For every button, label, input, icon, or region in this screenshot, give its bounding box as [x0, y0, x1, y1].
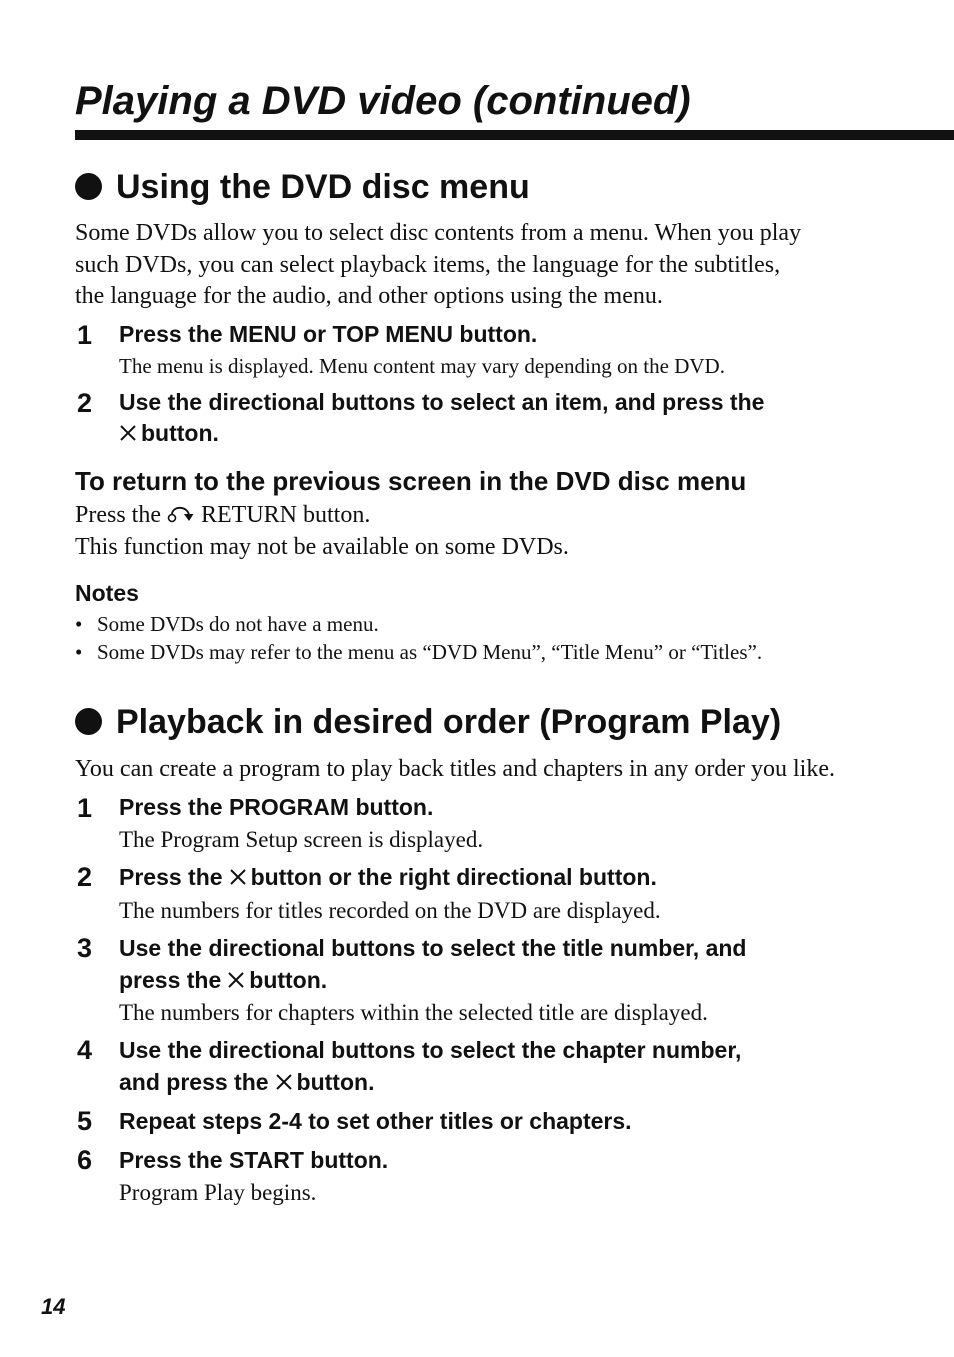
step-text: Repeat steps 2-4 to set other titles or chapters. [119, 1108, 632, 1134]
step-number: 2 [77, 862, 93, 892]
step-number: 5 [77, 1106, 93, 1136]
bullet-dot: • [75, 612, 83, 636]
disc-menu-intro [75, 218, 905, 313]
note-item [75, 610, 379, 638]
step-text-part: press the [119, 967, 222, 993]
return-line [75, 500, 905, 532]
section-heading-program-play [75, 700, 781, 744]
step-text-part: and press the [119, 1069, 269, 1095]
step-description: Program Play begins. [119, 1180, 317, 1205]
step-text [119, 862, 657, 894]
cross-button-icon [119, 424, 137, 442]
cross-button-icon [229, 868, 247, 886]
step-description: The Program Setup screen is displayed. [119, 827, 484, 852]
filled-circle-icon [75, 708, 102, 735]
filled-circle-icon [75, 173, 102, 200]
program-intro [75, 754, 945, 786]
step-text-part: button. [141, 420, 219, 446]
step-text-line2 [119, 418, 219, 450]
return-subheading: To return to the previous screen in the DVD disc menu [75, 466, 747, 496]
section-heading-text: Playback in desired order (Program Play) [116, 703, 782, 741]
cross-button-icon [275, 1073, 293, 1091]
title-rule [75, 130, 954, 140]
step-text: Use the directional buttons to select an item, and press the [119, 389, 765, 415]
section-heading-disc-menu [75, 165, 530, 209]
step-number: 1 [77, 793, 93, 823]
step-text: Press the PROGRAM button. [119, 794, 434, 820]
note-item [75, 638, 762, 666]
note-text: Some DVDs do not have a menu. [97, 612, 379, 636]
intro-line: You can create a program to play back titles and chapters in any order you like. [75, 756, 835, 782]
cross-button-icon [227, 971, 245, 989]
step-number: 6 [77, 1145, 93, 1175]
return-arrow-icon [167, 503, 197, 525]
bullet-dot: • [75, 640, 83, 664]
step-description: The numbers for titles recorded on the DVD are displayed. [119, 898, 661, 923]
step-number: 3 [77, 933, 93, 963]
step-description: The menu is displayed. Menu content may vary depending on the DVD. [119, 354, 725, 378]
step-text: Press the MENU or TOP MENU button. [119, 321, 538, 347]
intro-line: Some DVDs allow you to select disc contents from a menu. When you play [75, 220, 802, 246]
section-heading-text: Using the DVD disc menu [116, 168, 530, 206]
step-text-line2 [119, 965, 327, 997]
step-number: 4 [77, 1035, 93, 1065]
step-text-part: Press the [119, 864, 223, 890]
return-text-before: Press the [75, 502, 161, 528]
page-number: 14 [41, 1294, 66, 1319]
intro-line: such DVDs, you can select playback items, the language for the subtitles, [75, 251, 781, 278]
step-number: 1 [77, 320, 93, 350]
step-text-line2 [119, 1067, 374, 1099]
step-text-part: button. [296, 1069, 375, 1095]
step-number: 2 [77, 388, 93, 418]
return-line: This function may not be available on some DVDs. [75, 533, 569, 560]
page-title: Playing a DVD video (continued) [75, 79, 691, 123]
step-text-part: button. [249, 967, 328, 993]
return-text-after: RETURN button. [201, 502, 371, 528]
step-text-part: button or the right directional button. [250, 864, 657, 890]
step-text: Use the directional buttons to select the chapter number, [119, 1037, 742, 1063]
intro-line: the language for the audio, and other options using the menu. [75, 283, 663, 309]
step-description: The numbers for chapters within the selected title are displayed. [119, 1000, 708, 1025]
notes-heading: Notes [75, 580, 139, 606]
step-text: Use the directional buttons to select the title number, and [119, 935, 747, 961]
step-text: Press the START button. [119, 1147, 389, 1173]
note-text: Some DVDs may refer to the menu as “DVD Menu”, “Title Menu” or “Titles”. [97, 640, 763, 664]
return-text [75, 500, 905, 563]
